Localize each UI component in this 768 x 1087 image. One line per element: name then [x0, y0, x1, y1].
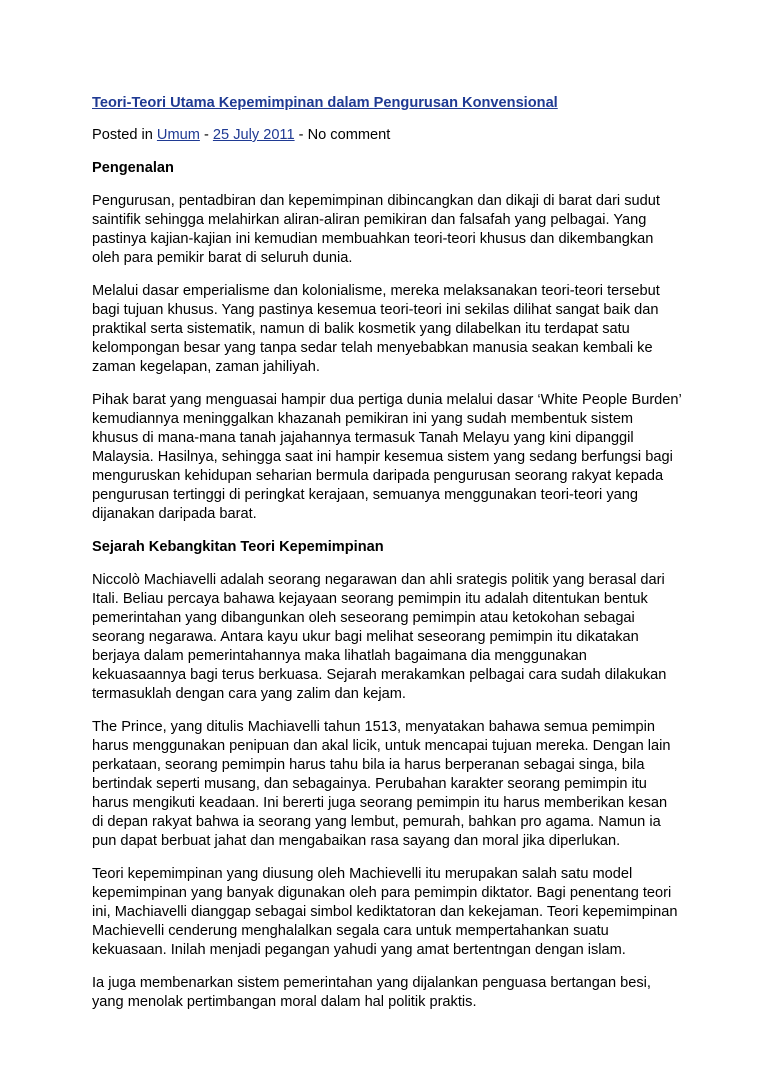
- comment-count: No comment: [307, 127, 391, 143]
- paragraph: Teori kepemimpinan yang diusung oleh Machievelli itu merupakan salah satu model kepemimpinan yang banyak digunakan oleh para pemimpin diktator. Bagi penentang teori ini, Machiavelli dianggap sebagai simbol kediktatoran dan kekejaman. Teori kepemimpinan Machievelli cenderung menghalalkan segala cara untuk mempertahankan suatu kekuasaan. Inilah menjadi pegangan yahudi yang amat bertentngan dengan islam.: [92, 866, 678, 958]
- paragraph: The Prince, yang ditulis Machiavelli tahun 1513, menyatakan bahawa semua pemimpin harus menggunakan penipuan dan akal licik, untuk mencapai tujuan mereka. Dengan lain perkataan, seorang pemimpin harus tahu bila ia harus berperanan sebagai singa, bila bertindak seperti musang, dan sebagainya. Perubahan karakter seorang pemimpin itu harus mengikuti keadaan. Ini bererti juga seorang pemimpin itu harus memberikan kesan di depan rakyat bahwa ia seorang yang lembut, pemurah, bahkan pro agama. Namun ia pun dapat berbuat jahat dan mengabaikan rasa sayang dan moral jika diperlukan.: [92, 719, 671, 849]
- category-link[interactable]: Umum: [156, 127, 200, 143]
- document-page: [92, 94, 682, 1026]
- section-heading-intro: Pengenalan: [92, 160, 174, 176]
- meta-separator: -: [203, 127, 209, 143]
- paragraph: Ia juga membenarkan sistem pemerintahan yang dijalankan penguasa bertangan besi, yang menolak pertimbangan moral dalam hal politik praktis.: [92, 975, 651, 1010]
- article-title-link[interactable]: Teori-Teori Utama Kepemimpinan dalam Pengurusan Konvensional: [92, 95, 558, 111]
- meta-separator: -: [298, 127, 304, 143]
- posted-in-label: Posted in: [92, 127, 153, 143]
- paragraph: Pihak barat yang menguasai hampir dua pertiga dunia melalui dasar ‘White People Burden’ kemudiannya meninggalkan khazanah pemikiran ini yang sudah membentuk sistem khusus di mana-mana tanah jajahannya termasuk Tanah Melayu yang kini dipanggil Malaysia. Hasilnya, sehingga saat ini hampir kesemua sistem yang sedang berfungsi bagi menguruskan kehidupan seharian bermula daripada pengurusan seorang rakyat kepada pengurusan tertinggi di peringkat kerajaan, semuanya menggunakan teori-teori yang dijanakan daripada barat.: [92, 392, 682, 522]
- paragraph: Niccolò Machiavelli adalah seorang negarawan dan ahli srategis politik yang berasal dari Itali. Beliau percaya bahawa kejayaan seorang pemimpin itu adalah ditentukan bentuk pemerintahan yang dibangunkan oleh seseorang pemimpin atau ketokohan sebagai seorang negarawa. Antara kayu ukur bagi melihat seseorang pemimpin itu dikatakan berjaya dalam pemerintahannya maka lihatlah bagaimana dia menggunakan kekuasaannya bagi terus berkuasa. Sejarah merakamkan pelbagai cara sudah dilakukan termasuklah dengan cara yang zalim dan kejam.: [92, 572, 667, 702]
- date-link[interactable]: 25 July 2011: [212, 127, 295, 143]
- post-meta: [92, 126, 682, 145]
- paragraph: Melalui dasar emperialisme dan kolonialisme, mereka melaksanakan teori-teori tersebut bagi tujuan khusus. Yang pastinya kesemua teori-teori ini sekilas dilihat sangat baik dan praktikal serta sistematik, namun di balik kosmetik yang dilabelkan itu terdapat satu kelompongan besar yang tanpa sedar telah menyebabkan manusia seakan kembali ke zaman kegelapan, zaman jahiliyah.: [92, 283, 660, 375]
- paragraph: Pengurusan, pentadbiran dan kepemimpinan dibincangkan dan dikaji di barat dari sudut saintifik sehingga melahirkan aliran-aliran pemikiran dan falsafah yang pelbagai. Yang pastinya kajian-kajian ini kemudian membuahkan teori-teori khusus dan dikembangkan oleh para pemikir barat di seluruh dunia.: [92, 193, 660, 266]
- section-heading-history: Sejarah Kebangkitan Teori Kepemimpinan: [92, 539, 384, 555]
